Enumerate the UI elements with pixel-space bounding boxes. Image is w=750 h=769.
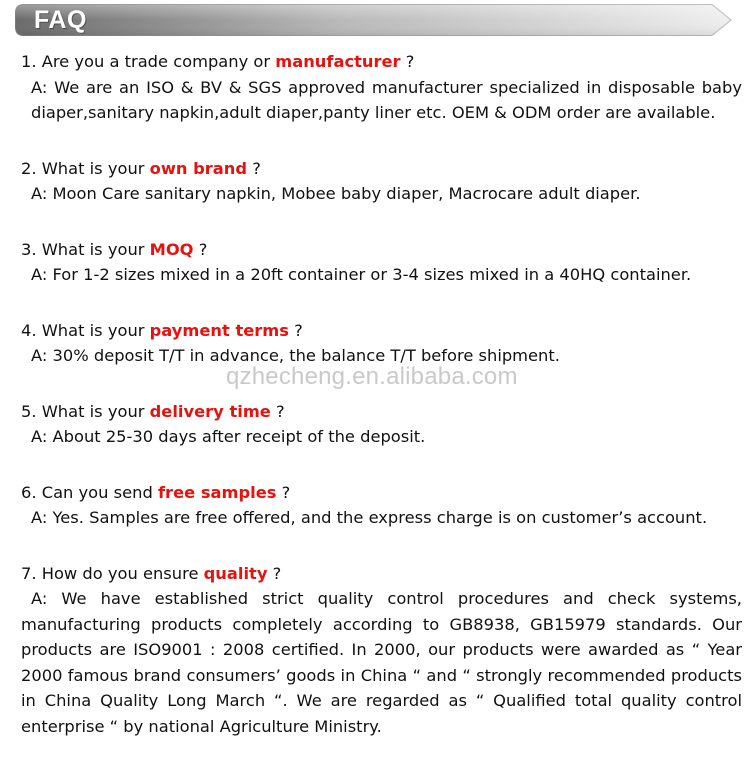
question-mark: ? [270,401,285,421]
faq-answer: A: Moon Care sanitary napkin, Mobee baby diaper, Macrocare adult diaper. [31,184,641,203]
faq-question [21,156,742,182]
faq-item-1 [21,49,742,126]
faq-banner [14,3,733,37]
question-text: 3. What is your [21,239,150,259]
question-mark: ? [193,239,208,259]
faq-answer: A: Yes. Samples are free offered, and the express charge is on customer’s account. [31,508,708,527]
faq-item-4 [21,318,742,369]
faq-item-7 [21,561,742,740]
question-mark: ? [267,563,282,583]
faq-answer: A: We have established strict quality control procedures and check systems, manufacturing products completely according to GB8938, GB15979 standards. Our products are ISO9001 : 2008 certified. In 2000, our products were awarded as “ Year 2000 famous brand consumers’ goods in China “ and “ strongly recommended products in China Quality Long March “. We are regarded as “ Qualified total quality control enterprise “ by national Agriculture Ministry. [21,589,742,736]
faq-question [21,49,742,75]
faq-item-6 [21,480,742,531]
question-text: 5. What is your [21,401,150,421]
faq-answer: A: 30% deposit T/T in advance, the balance T/T before shipment. [31,346,560,365]
question-text: 6. Can you send [21,482,158,502]
faq-question [21,399,742,425]
faq-item-3 [21,237,742,288]
question-keyword: payment terms [149,320,289,340]
watermark: qzhecheng.en.alibaba.com [226,363,518,390]
banner-arrow-shape [14,3,733,37]
faq-answer: A: We are an ISO & BV & SGS approved manufacturer specialized in disposable baby diaper,sanitary napkin,adult diaper,panty liner etc. OEM & ODM order are available. [31,77,742,122]
question-text: 7. How do you ensure [21,563,204,583]
faq-item-5 [21,399,742,450]
faq-question [21,480,742,506]
faq-item-2 [21,156,742,207]
question-mark: ? [247,158,261,178]
faq-answer: A: About 25-30 days after receipt of the deposit. [31,427,426,446]
question-keyword: free samples [157,482,277,502]
question-text: 4. What is your [21,320,150,340]
faq-question [21,561,742,587]
question-keyword: manufacturer [275,52,401,71]
question-keyword: own brand [149,158,248,178]
question-mark: ? [288,320,303,340]
question-mark: ? [276,482,291,502]
banner-title: FAQ [34,6,87,34]
question-keyword: MOQ [149,239,194,259]
faq-question [21,318,742,344]
faq-question [21,237,742,263]
faq-answer: A: For 1-2 sizes mixed in a 20ft container or 3-4 sizes mixed in a 40HQ container. [31,265,692,284]
faq-list [21,49,742,769]
question-mark: ? [400,52,415,71]
question-keyword: delivery time [149,401,271,421]
question-keyword: quality [203,563,268,583]
question-text: 2. What is your [21,158,150,178]
question-text: 1. Are you a trade company or [21,52,276,71]
